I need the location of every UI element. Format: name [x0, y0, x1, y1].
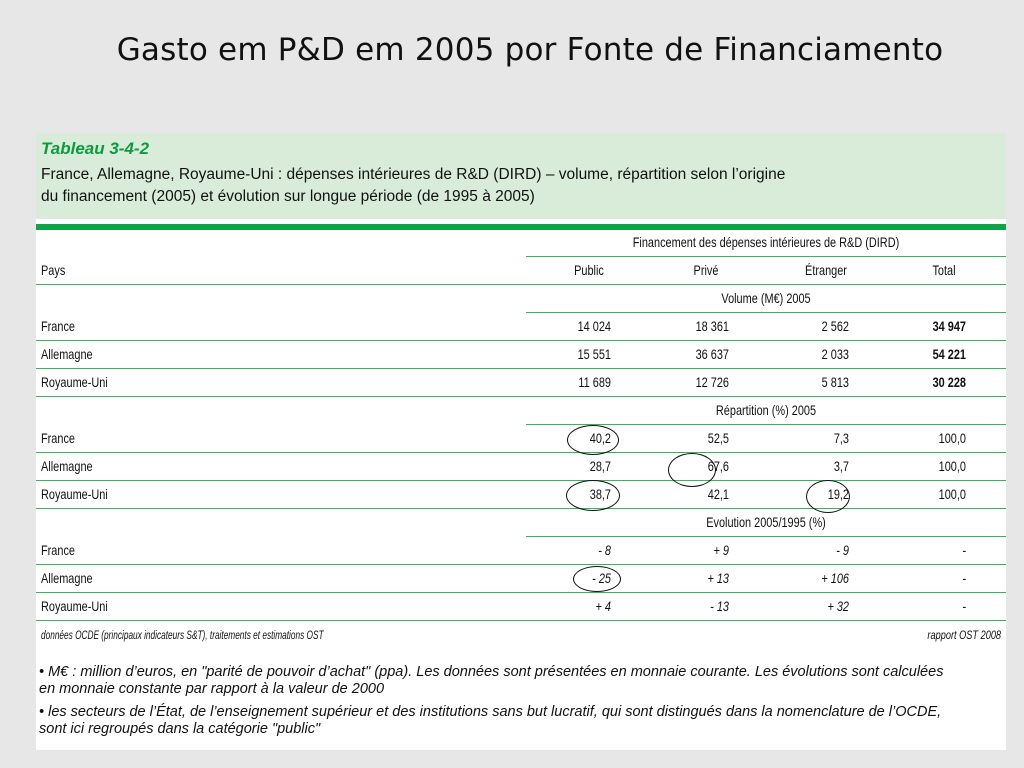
table-cell: 15 551 — [577, 346, 611, 362]
table-cell: 3,7 — [833, 458, 849, 474]
country-label: Royaume-Uni — [41, 598, 108, 614]
table-cell: 100,0 — [938, 486, 966, 502]
country-label: Allemagne — [41, 570, 93, 586]
column-header-rule — [36, 284, 1006, 285]
section-title-rule — [526, 312, 1006, 313]
group-header-rule — [526, 256, 1006, 257]
table-label: Tableau 3-4-2 — [41, 139, 150, 158]
highlight-circle — [566, 480, 620, 511]
table-cell: 28,7 — [589, 458, 611, 474]
table-description-line2: du financement (2005) et évolution sur longue période (de 1995 à 2005) — [41, 188, 535, 205]
table-cell: 42,1 — [707, 486, 729, 502]
source-note: données OCDE (principaux indicateurs S&T), traitements et estimations OST — [41, 630, 324, 642]
footnote-1-line2: en monnaie constante par rapport à la valeur de 2000 — [39, 681, 385, 697]
table-cell: + 9 — [713, 542, 729, 558]
green-divider — [36, 224, 1006, 230]
section-title-rule — [526, 536, 1006, 537]
table-cell: 11 689 — [578, 374, 611, 390]
table-cell: 67,6 — [707, 458, 729, 474]
table-cell: 7,3 — [833, 430, 849, 446]
table-cell: 2 562 — [821, 318, 849, 334]
country-label: Allemagne — [41, 458, 93, 474]
highlight-circle — [573, 566, 621, 592]
row-rule — [36, 452, 1006, 453]
section-title: Evolution 2005/1995 (%) — [706, 514, 826, 530]
table-cell: - 13 — [710, 598, 729, 614]
column-header: Public — [574, 262, 604, 278]
table-cell: - 9 — [836, 542, 849, 558]
table-cell: 40,2 — [589, 430, 611, 446]
highlight-circle — [567, 425, 619, 455]
row-rule — [36, 564, 1006, 565]
row-rule — [36, 592, 1006, 593]
table-cell: 52,5 — [707, 430, 729, 446]
table-cell: + 106 — [821, 570, 849, 586]
table-cell: - 25 — [592, 570, 611, 586]
table-cell: 30 228 — [932, 374, 966, 390]
country-label: France — [41, 542, 75, 558]
highlight-circle — [806, 480, 850, 513]
table-cell: 12 726 — [695, 374, 729, 390]
slide-title: Gasto em P&D em 2005 por Fonte de Financiamento — [116, 32, 944, 68]
report-reference: rapport OST 2008 — [927, 630, 1001, 642]
table-cell: 34 947 — [932, 318, 966, 334]
row-rule — [36, 620, 1006, 621]
country-label: Royaume-Uni — [41, 374, 108, 390]
table-cell: + 13 — [707, 570, 729, 586]
table-cell: 19,2 — [827, 486, 849, 502]
table-cell: + 4 — [595, 598, 611, 614]
table-cell: 18 361 — [695, 318, 729, 334]
table-cell: 14 024 — [577, 318, 611, 334]
country-label: France — [41, 318, 75, 334]
country-label: Allemagne — [41, 346, 93, 362]
table-cell: - — [962, 598, 966, 614]
row-rule — [36, 480, 1006, 481]
column-header: Étranger — [805, 262, 847, 278]
pays-header: Pays — [41, 262, 66, 278]
table-cell: 2 033 — [821, 346, 849, 362]
table-cell: 36 637 — [695, 346, 729, 362]
table-cell: 38,7 — [589, 486, 611, 502]
table-header-box — [36, 133, 1006, 219]
section-title: Volume (M€) 2005 — [721, 290, 811, 306]
group-header: Financement des dépenses intérieures de R&D (DIRD) — [632, 234, 900, 250]
country-label: France — [41, 430, 75, 446]
table-cell: 100,0 — [938, 458, 966, 474]
table-cell: - — [962, 542, 966, 558]
table-description-line1: France, Allemagne, Royaume-Uni : dépenses intérieures de R&D (DIRD) – volume, répartition selon l’origine — [41, 166, 786, 183]
column-header: Total — [932, 262, 956, 278]
footnote-1-line1: • M€ : million d’euros, en "parité de pouvoir d’achat" (ppa). Les données sont présentées en monnaie courante. Les évolutions sont calculées — [39, 664, 944, 680]
table-document — [36, 133, 1006, 750]
row-rule — [36, 396, 1006, 397]
footnote-2-line1: • les secteurs de l’État, de l’enseignement supérieur et des institutions sans but lucratif, qui sont distingués dans la nomenclature de l’OCDE, — [39, 704, 942, 720]
table-cell: + 32 — [827, 598, 849, 614]
row-rule — [36, 368, 1006, 369]
footnote-2-line2: sont ici regroupés dans la catégorie "public" — [39, 721, 321, 737]
row-rule — [36, 340, 1006, 341]
table-cell: 54 221 — [932, 346, 966, 362]
country-label: Royaume-Uni — [41, 486, 108, 502]
highlight-circle — [668, 453, 716, 487]
table-cell: 100,0 — [938, 430, 966, 446]
row-rule — [36, 508, 1006, 509]
section-title: Répartition (%) 2005 — [715, 402, 817, 418]
table-cell: - 8 — [598, 542, 611, 558]
column-header: Privé — [693, 262, 719, 278]
table-cell: - — [962, 570, 966, 586]
table-cell: 5 813 — [821, 374, 849, 390]
